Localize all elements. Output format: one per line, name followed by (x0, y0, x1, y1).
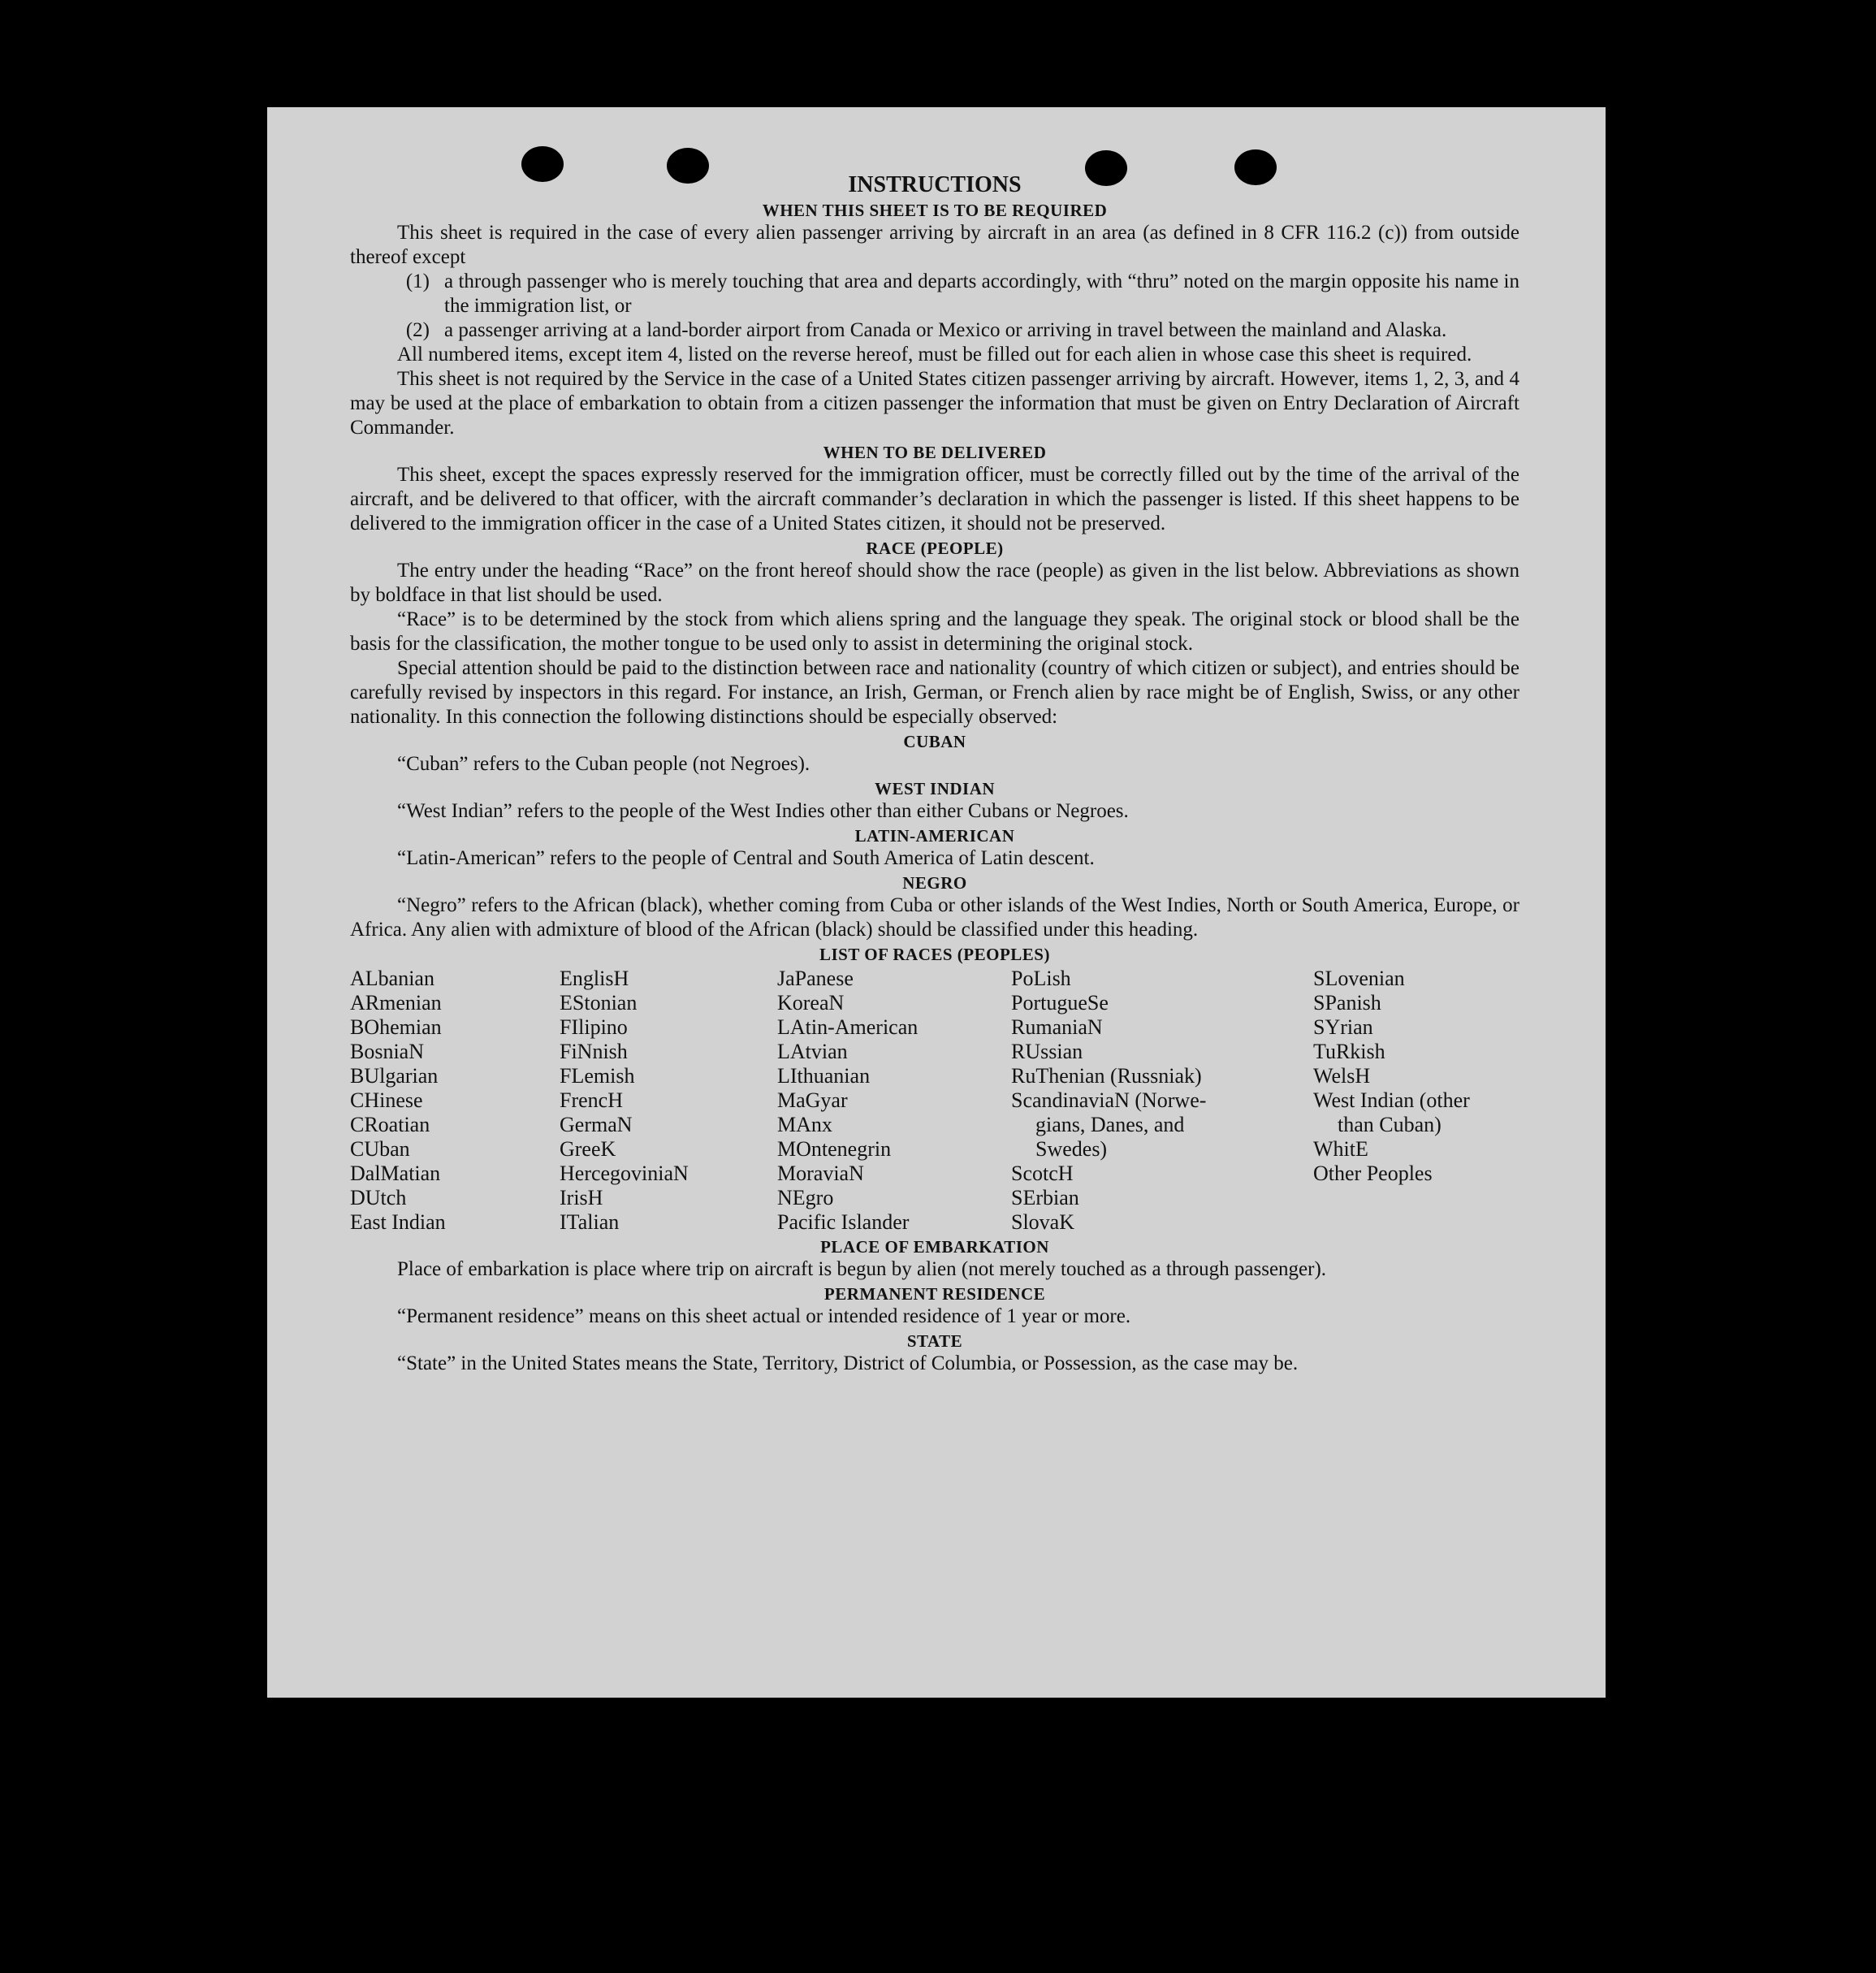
paragraph: “Latin-American” refers to the people of Central and South America of Latin descent. (397, 847, 1095, 869)
paragraph: “Permanent residence” means on this sheet actual or intended residence of 1 year or more. (397, 1305, 1131, 1327)
races-column (1313, 967, 1519, 1235)
races-column (350, 967, 560, 1235)
race-entry: LIthuanian (777, 1064, 871, 1088)
sheet-content (350, 172, 1519, 1376)
race-entry: PoLish (1011, 967, 1071, 990)
race-entry: GermaN (560, 1113, 633, 1136)
races-column (560, 967, 777, 1235)
race-entry: RumaniaN (1011, 1015, 1103, 1039)
race-entry: FLemish (560, 1064, 635, 1088)
race-entry: RuThenian (Russniak) (1011, 1064, 1202, 1088)
heading-cuban: CUBAN (903, 732, 966, 751)
races-column (777, 967, 1011, 1235)
paragraph: “Cuban” refers to the Cuban people (not Negroes). (397, 753, 810, 775)
heading-required: WHEN THIS SHEET IS TO BE REQUIRED (762, 201, 1108, 220)
race-entry: MOntenegrin (777, 1137, 892, 1161)
race-entry: KoreaN (777, 991, 845, 1015)
paragraph: This sheet is not required by the Service in the case of a United States citizen passenger arriving by aircraft. However, items 1, 2, 3, and 4 may be used at the place of embarkation to obtain from a citizen passenger the information that must be given on Entry Declaration of Aircraft Commander. (350, 368, 1519, 439)
race-entry: BOhemian (350, 1015, 442, 1039)
race-entry: ITalian (560, 1210, 620, 1234)
race-entry: IrisH (560, 1186, 603, 1209)
race-entry: ScotcH (1011, 1162, 1074, 1185)
race-entry: MoraviaN (777, 1162, 864, 1185)
race-entry: FIlipino (560, 1015, 628, 1039)
paragraph: “State” in the United States means the State, Territory, District of Columbia, or Possession, as the case may be. (397, 1352, 1299, 1374)
heading-delivered: WHEN TO BE DELIVERED (823, 443, 1047, 462)
race-entry: SYrian (1313, 1015, 1373, 1039)
race-entry: HercegoviniaN (560, 1162, 689, 1185)
race-entry: SLovenian (1313, 967, 1405, 990)
race-entry: West Indian (other (1313, 1088, 1470, 1112)
list-item (350, 270, 1519, 318)
race-entry: EStonian (560, 991, 638, 1015)
heading-residence: PERMANENT RESIDENCE (823, 1284, 1046, 1304)
race-entry: PortugueSe (1011, 991, 1109, 1015)
race-entry: NEgro (777, 1186, 834, 1209)
paragraph: “Negro” refers to the African (black), whether coming from Cuba or other islands of the West Indies, North or South America, Europe, or Africa. Any alien with admixture of blood of the African (black) should be classified under this heading. (350, 894, 1519, 941)
race-entry: ALbanian (350, 967, 434, 990)
race-entry: DUtch (350, 1186, 407, 1209)
race-entry: BosniaN (350, 1040, 424, 1063)
race-entry-continuation: gians, Danes, and (1035, 1113, 1185, 1136)
item-text: a through passenger who is merely touching that area and departs accordingly, with “thru” noted on the margin opposite his name in the immigration list, or (444, 270, 1519, 317)
race-entry: RUssian (1011, 1040, 1083, 1063)
heading-state: STATE (906, 1331, 963, 1351)
race-entry: Other Peoples (1313, 1162, 1433, 1185)
race-entry: TuRkish (1313, 1040, 1385, 1063)
heading-races-list: LIST OF RACES (PEOPLES) (819, 945, 1050, 964)
race-entry: Pacific Islander (777, 1210, 910, 1234)
paragraph: This sheet, except the spaces expressly reserved for the immigration officer, must be correctly filled out by the time of the arrival of the aircraft, and be delivered to that officer, with the aircraft commander’s declaration in which the passenger is listed. If this sheet happens to be delivered to the immigration officer in the case of a United States citizen, it should not be preserved. (350, 464, 1519, 534)
races-table (350, 967, 1519, 1235)
race-entry: SErbian (1011, 1186, 1079, 1209)
race-entry: DalMatian (350, 1162, 441, 1185)
paragraph: “Race” is to be determined by the stock from which aliens spring and the language they speak. The original stock or blood shall be the basis for the classification, the mother tongue to be used only to assist in determining the original stock. (350, 608, 1519, 655)
race-entry: CUban (350, 1137, 410, 1161)
race-entry-continuation: than Cuban) (1338, 1113, 1442, 1136)
race-entry: JaPanese (777, 967, 854, 990)
race-entry: CRoatian (350, 1113, 430, 1136)
race-entry: ScandinaviaN (Norwe- (1011, 1088, 1207, 1112)
heading-latin-american: LATIN-AMERICAN (854, 826, 1015, 846)
race-entry: MAnx (777, 1113, 832, 1136)
races-column (1011, 967, 1313, 1235)
race-entry: SlovaK (1011, 1210, 1074, 1234)
item-number: (2) (405, 319, 430, 341)
race-entry: LAtvian (777, 1040, 848, 1063)
item-number: (1) (405, 270, 430, 292)
race-entry: WhitE (1313, 1137, 1368, 1161)
race-entry: MaGyar (777, 1088, 848, 1112)
race-entry: LAtin-American (777, 1015, 919, 1039)
paragraph: “West Indian” refers to the people of the West Indies other than either Cubans or Negroes. (397, 800, 1129, 822)
race-entry: FrencH (560, 1088, 623, 1112)
race-entry: EnglisH (560, 967, 629, 990)
paragraph: Place of embarkation is place where trip on aircraft is begun by alien (not merely touched as a through passenger). (397, 1258, 1327, 1280)
race-entry: BUlgarian (350, 1064, 439, 1088)
paragraph: All numbered items, except item 4, listed on the reverse hereof, must be filled out for each alien in whose case this sheet is required. (397, 344, 1472, 366)
race-entry: SPanish (1313, 991, 1381, 1015)
instruction-sheet (267, 107, 1606, 1698)
race-entry-continuation: Swedes) (1035, 1137, 1108, 1161)
list-item (350, 318, 1519, 343)
paragraph: The entry under the heading “Race” on the front hereof should show the race (people) as given in the list below. Abbreviations as shown by boldface in that list should be used. (350, 560, 1519, 606)
heading-west-indian: WEST INDIAN (874, 779, 996, 798)
race-entry: ARmenian (350, 991, 442, 1015)
heading-embarkation: PLACE OF EMBARKATION (820, 1237, 1049, 1257)
race-entry: WelsH (1313, 1064, 1371, 1088)
heading-negro: NEGRO (902, 873, 967, 893)
race-entry: GreeK (560, 1137, 616, 1161)
heading-race: RACE (PEOPLE) (866, 539, 1004, 558)
item-text: a passenger arriving at a land-border airport from Canada or Mexico or arriving in travel between the mainland and Alaska. (444, 319, 1447, 341)
race-entry: CHinese (350, 1088, 423, 1112)
paragraph: This sheet is required in the case of every alien passenger arriving by aircraft in an area (as defined in 8 CFR 116.2 (c)) from outside thereof except (350, 222, 1519, 268)
paragraph: Special attention should be paid to the distinction between race and nationality (country of which citizen or subject), and entries should be carefully revised by inspectors in this regard. For instance, an Irish, German, or French alien by race might be of English, Swiss, or any other nationality. In this connection the following distinctions should be especially observed: (350, 657, 1519, 728)
page-title: INSTRUCTIONS (848, 172, 1022, 197)
race-entry: East Indian (350, 1210, 446, 1234)
race-entry: FiNnish (560, 1040, 628, 1063)
